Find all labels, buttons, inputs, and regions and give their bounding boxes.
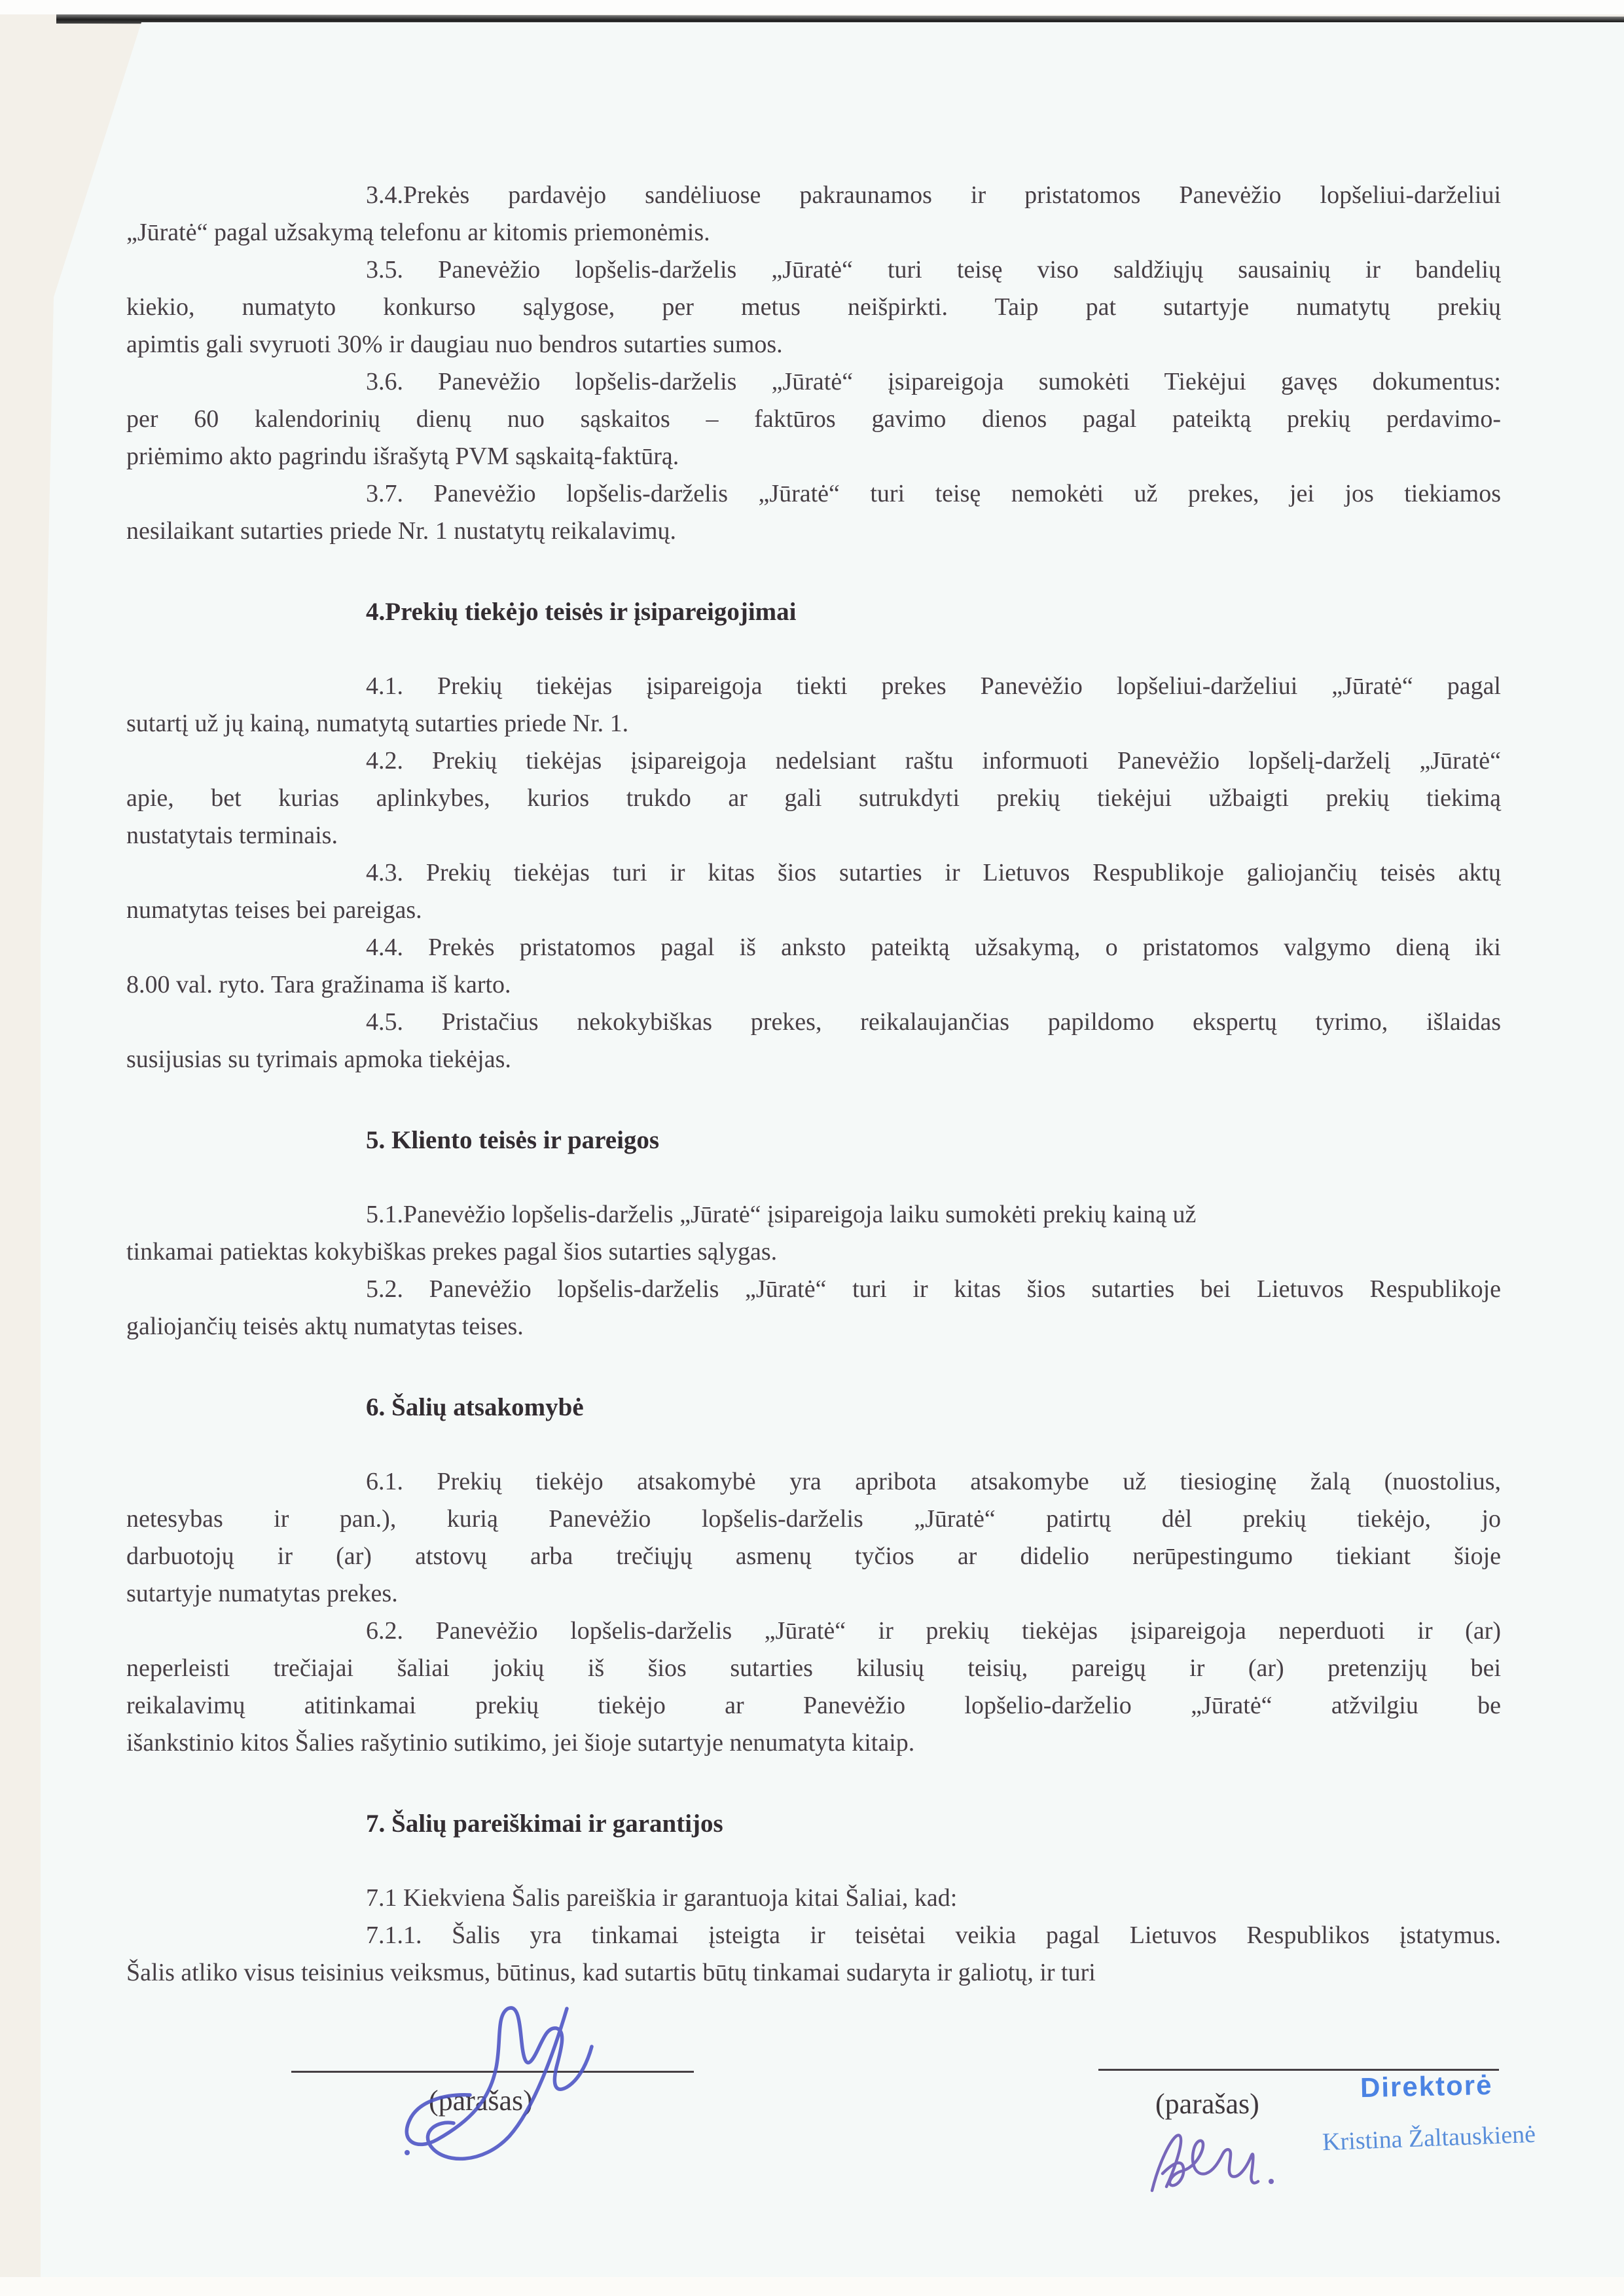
section-heading: 7. Šalių pareiškimai ir garantijos (366, 1810, 723, 1838)
signature-caption-left: (parašas) (429, 2085, 533, 2117)
text-line: 4.4. Prekės pristatomos pagal iš anksto pateiktą užsakymą, o pristatomos valgymo dieną iki (366, 934, 1501, 961)
paragraph (126, 1196, 1501, 1271)
paragraph (126, 854, 1501, 929)
text-line: numatytas teises bei pareigas. (126, 896, 422, 924)
text-line: priėmimo akto pagrindu išrašytą PVM sąskaitą-faktūrą. (126, 443, 679, 470)
paragraph (126, 251, 1501, 363)
text-line: 6.2. Panevėžio lopšelis-darželis „Jūratė“ ir prekių tiekėjas įsipareigoja neperduoti ir (ar) (366, 1617, 1501, 1645)
text-line: nustatytais terminais. (126, 822, 338, 849)
text-line: 7.1 Kiekviena Šalis pareiškia ir garantuoja kitai Šaliai, kad: (366, 1884, 958, 1912)
text-line: nesilaikant sutarties priede Nr. 1 nustatytų reikalavimų. (126, 517, 677, 545)
text-line: išankstinio kitos Šalies rašytinio sutikimo, jei šioje sutartyje nenumatyta kitaip. (126, 1729, 915, 1757)
paragraph (126, 1004, 1501, 1078)
text-line: netesybas ir pan.), kurią Panevėžio lopšelis-darželis „Jūratė“ patirtų dėl prekių tiekėjo, jo (126, 1505, 1501, 1533)
text-line: 7.1.1. Šalis yra tinkamai įsteigta ir teisėtai veikia pagal Lietuvos Respublikos įstatymus. (366, 1922, 1501, 1949)
text-line: 4.5. Pristačius nekokybiškas prekes, reikalaujančias papildomo ekspertų tyrimo, išlaidas (366, 1008, 1501, 1036)
text-line: 3.7. Panevėžio lopšelis-darželis „Jūratė“ turi teisę nemokėti už prekes, jei jos tiekiamos (366, 480, 1501, 507)
scanner-bottom-margin (0, 2277, 1624, 2296)
paragraph (126, 1917, 1501, 1992)
text-line: sutartį už jų kainą, numatytą sutarties priede Nr. 1. (126, 710, 629, 737)
section-heading: 4.Prekių tiekėjo teisės ir įsipareigojimai (366, 598, 797, 626)
handwritten-signature-right-icon (1140, 2113, 1304, 2212)
paragraph (126, 1880, 1501, 1917)
text-line: Šalis atliko visus teisinius veiksmus, būtinus, kad sutartis būtų tinkamai sudaryta ir galiotų, ir turi (126, 1959, 1096, 1986)
paragraph (126, 929, 1501, 1004)
paragraph (126, 1271, 1501, 1345)
text-line: sutartyje numatytas prekes. (126, 1580, 398, 1607)
section-heading: 5. Kliento teisės ir pareigos (366, 1126, 660, 1154)
text-line: reikalavimų atitinkamai prekių tiekėjo ar Panevėžio lopšelio-darželio „Jūratė“ atžvilgiu be (126, 1692, 1501, 1719)
text-line: kiekio, numatyto konkurso sąlygose, per metus neišpirkti. Taip pat sutartyje numatytų prekių (126, 293, 1501, 321)
section-heading: 6. Šalių atsakomybė (366, 1393, 584, 1421)
paragraph (126, 475, 1501, 550)
director-name-stamp: Kristina Žaltauskienė (1322, 2120, 1536, 2157)
paragraph (126, 1463, 1501, 1613)
text-line: 3.6. Panevėžio lopšelis-darželis „Jūratė“ įsipareigoja sumokėti Tiekėjui gavęs dokumentus: (366, 368, 1501, 395)
text-line: susijusias su tyrimais apmoka tiekėjas. (126, 1046, 511, 1073)
paragraph (126, 1613, 1501, 1762)
paragraph (126, 177, 1501, 251)
text-line: „Jūratė“ pagal užsakymą telefonu ar kitomis priemonėmis. (126, 219, 710, 246)
text-line: 4.1. Prekių tiekėjas įsipareigoja tiekti prekes Panevėžio lopšeliui-darželiui „Jūratė“ pagal (366, 672, 1501, 700)
text-line: 4.2. Prekių tiekėjas įsipareigoja nedelsiant raštu informuoti Panevėžio lopšelį-darželį „Jūratė“ (366, 747, 1501, 774)
text-line: 8.00 val. ryto. Tara gražinama iš karto. (126, 971, 511, 998)
signature-caption-right: (parašas) (1155, 2088, 1259, 2120)
text-line: 3.4.Prekės pardavėjo sandėliuose pakraunamos ir pristatomos Panevėžio lopšeliui-darželiui (366, 181, 1501, 209)
text-line: tinkamai patiektas kokybiškas prekes pagal šios sutarties sąlygas. (126, 1238, 778, 1266)
paragraph (126, 742, 1501, 854)
paragraph (126, 668, 1501, 742)
text-line: neperleisti trečiajai šaliai jokių iš šios sutarties kilusių teisių, pareigų ir (ar) pretenzijų bei (126, 1654, 1501, 1682)
director-title-stamp: Direktorė (1360, 2069, 1493, 2104)
text-line: 3.5. Panevėžio lopšelis-darželis „Jūratė“ turi teisę viso saldžiųjų sausainių ir bandelių (366, 256, 1501, 283)
paragraph (126, 363, 1501, 475)
text-line: apimtis gali svyruoti 30% ir daugiau nuo bendros sutarties sumos. (126, 331, 783, 358)
text-line: per 60 kalendorinių dienų nuo sąskaitos – faktūros gavimo dienos pagal pateiktą prekių perdavimo- (126, 405, 1501, 433)
text-line: galiojančių teisės aktų numatytas teises. (126, 1313, 524, 1340)
text-line: apie, bet kurias aplinkybes, kurios trukdo ar gali sutrukdyti prekių tiekėjui užbaigti prekių tiekimą (126, 784, 1501, 812)
scanner-top-margin (0, 0, 1624, 14)
handwritten-signature-left-icon (391, 1989, 607, 2166)
text-line: darbuotojų ir (ar) atstovų arba trečiųjų asmenų tyčios ar didelio nerūpestingumo tiekiant šioje (126, 1542, 1501, 1570)
document-body (126, 177, 1501, 1992)
text-line: 4.3. Prekių tiekėjas turi ir kitas šios sutarties ir Lietuvos Respublikoje galiojančių teisės aktų (366, 859, 1501, 886)
text-line: 5.1.Panevėžio lopšelis-darželis „Jūratė“ įsipareigoja laiku sumokėti prekių kainą už (366, 1201, 1197, 1228)
text-line: 6.1. Prekių tiekėjo atsakomybė yra apribota atsakomybe už tiesioginę žalą (nuostolius, (366, 1468, 1501, 1495)
text-line: 5.2. Panevėžio lopšelis-darželis „Jūratė“ turi ir kitas šios sutarties bei Lietuvos Respublikoje (366, 1275, 1501, 1303)
